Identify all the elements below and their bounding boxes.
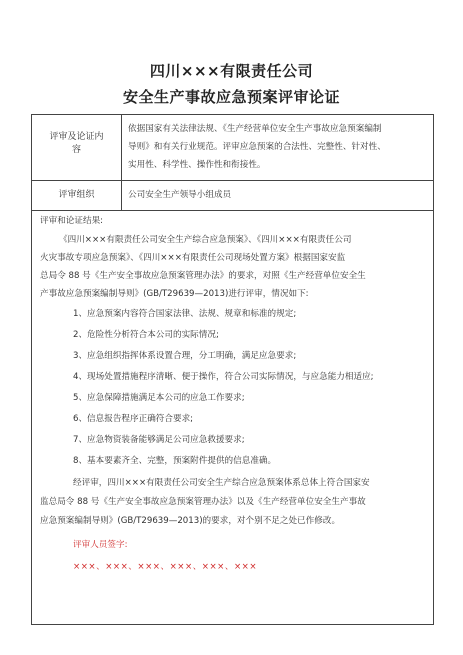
result-item-5: 5、应急保障措施满足本公司的应急工作要求; [73,393,245,403]
row-divider-2 [32,210,433,211]
review-content-line-3: 实用性、科学性、操作性和衔接性。 [128,160,266,170]
review-content-label-line-2: 容 [71,145,81,155]
reviewers-names: ×××、×××、×××、×××、×××、××× [73,562,258,572]
document-title: 安全生产事故应急预案评审论证 [122,88,340,106]
conclusion-line-1: 经评审，四川×××有限责任公司安全生产综合应急预案体系总体上符合国家安 [73,478,370,488]
results-intro-line-2: 火灾事故专项应急预案》、《四川×××有限责任公司现场处置方案》根据国家安监 [40,253,346,263]
result-item-3: 3、应急组织指挥体系设置合理，分工明确，满足应急要求; [73,351,297,361]
review-content-label-line-1: 评审及论证内 [49,132,104,142]
row-divider-1 [32,180,433,181]
review-content-line-2: 导则》和有关行业规范。评审应急预案的合法性、完整性、针对性、 [128,142,386,152]
review-org-text: 公司安全生产领导小组成员 [128,190,232,200]
result-item-8: 8、基本要素齐全、完整，预案附件提供的信息准确。 [73,456,277,466]
result-item-6: 6、信息报告程序正确符合要求; [73,414,194,424]
results-intro-line-4: 产事故应急预案编制导则》(GB/T29639—2013)进行评审，情况如下: [40,289,309,299]
results-heading: 评审和论证结果: [40,216,104,226]
conclusion-line-3: 应急预案编制导则》(GB/T29639—2013)的要求，对个别不足之处已作修改。 [40,516,341,526]
column-divider [121,115,122,210]
review-org-label: 评审组织 [58,190,95,200]
review-content-label [32,131,121,157]
results-intro-line-1: 《四川×××有限责任公司安全生产综合应急预案》、《四川×××有限责任公司 [59,235,352,245]
results-intro-line-3: 总局令 88 号《生产安全事故应急预案管理办法》的要求，对照《生产经营单位安全生 [40,271,366,281]
result-item-1: 1、应急预案内容符合国家法律、法规、规章和标准的规定; [73,309,297,319]
reviewers-signature-label: 评审人员签字: [73,540,128,550]
company-title: 四川×××有限责任公司 [149,62,314,80]
review-table [31,114,434,625]
result-item-2: 2、危险性分析符合本公司的实际情况; [73,330,219,340]
result-item-7: 7、应急物资装备能够满足公司应急救援要求; [73,435,245,445]
result-item-4: 4、现场处置措施程序清晰、便于操作，符合公司实际情况，与应急能力相适应; [73,372,374,382]
review-content-text [128,120,433,174]
review-content-line-1: 依据国家有关法律法规、《生产经营单位安全生产事故应急预案编制 [128,124,382,134]
conclusion-line-2: 监总局令 88 号《生产安全事故应急预案管理办法》以及《生产经营单位安全生产事故 [40,497,366,507]
